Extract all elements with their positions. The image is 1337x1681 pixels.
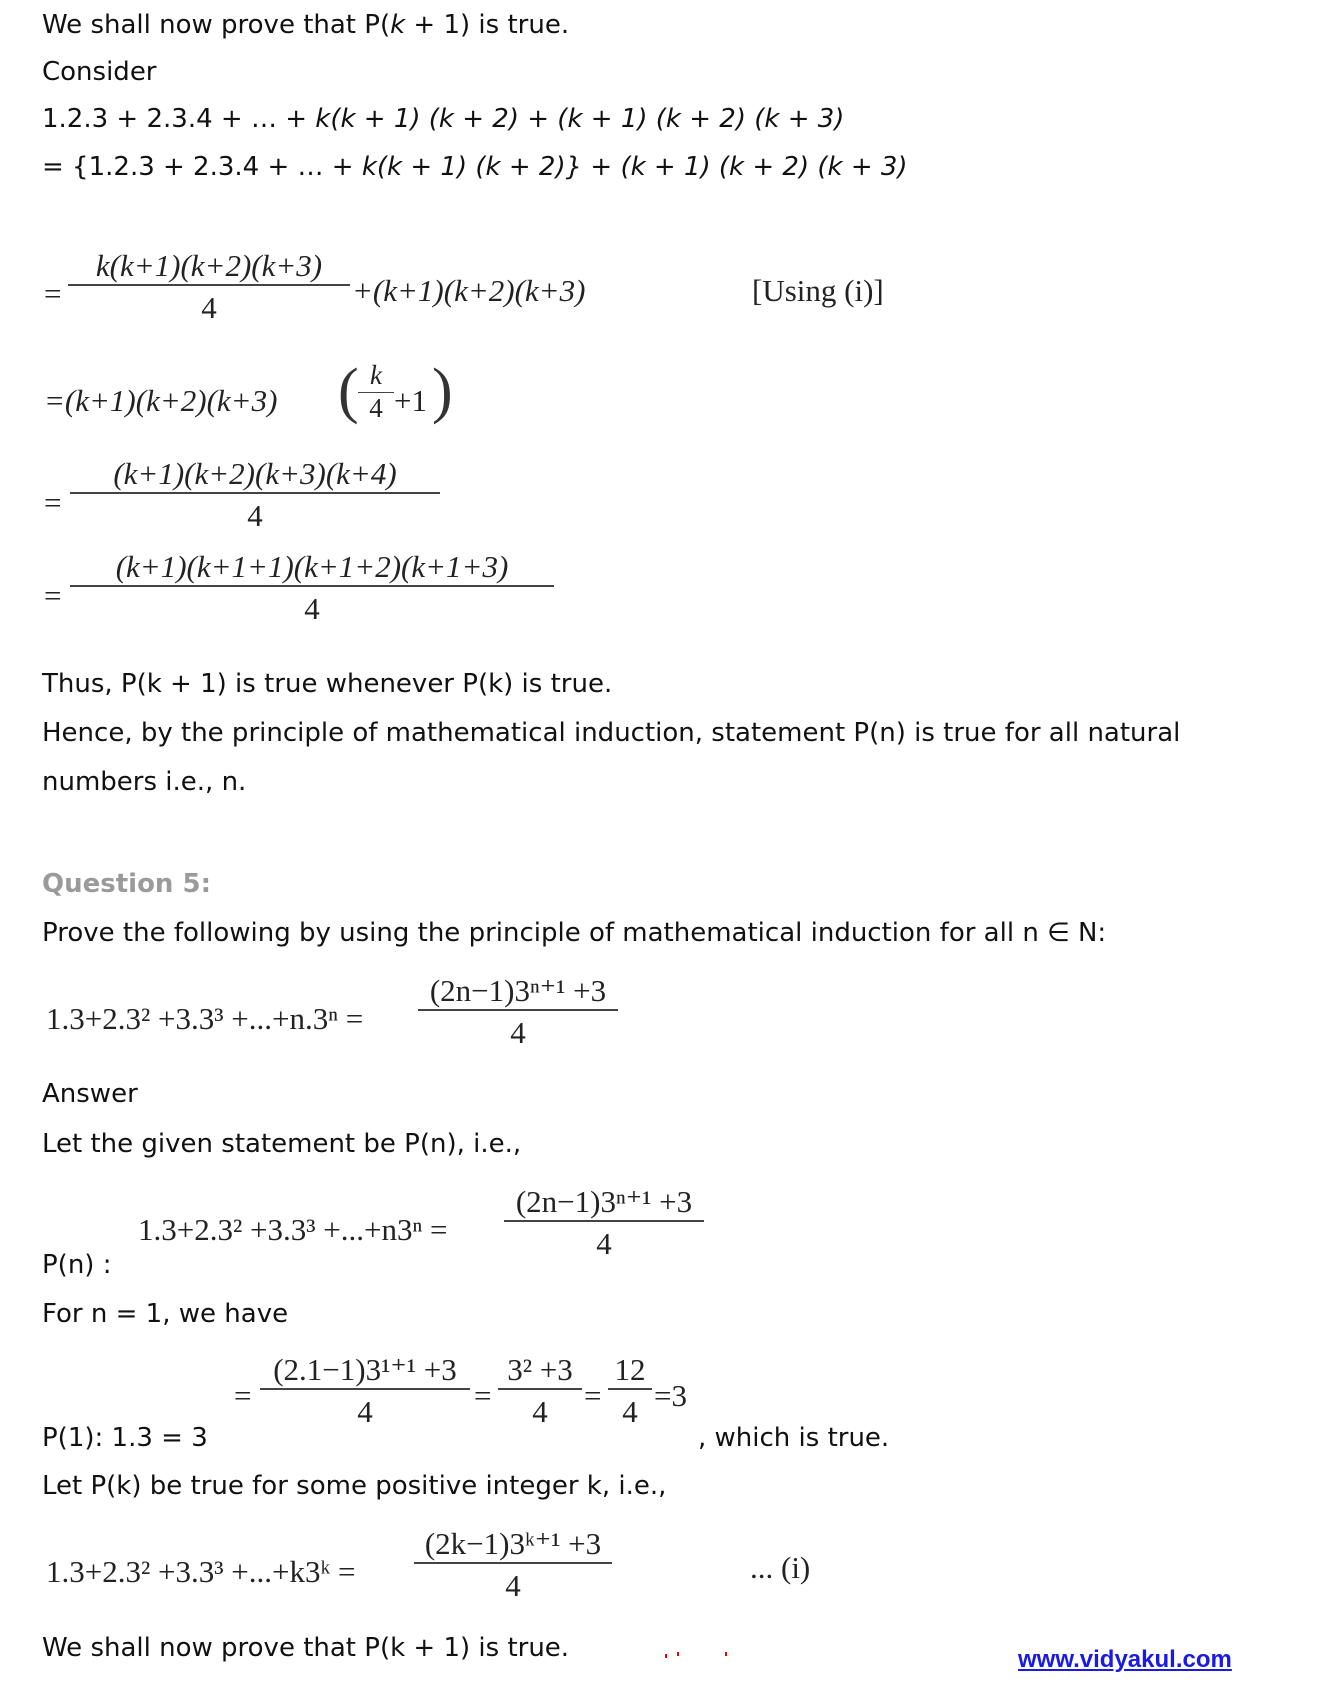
intro-line: [42, 9, 569, 41]
p1-fraction-1-numerator: (2.1−1)3¹⁺¹ +3: [260, 1354, 470, 1390]
pn-label: P(n) :: [42, 1250, 112, 1280]
eq2-frac-numerator: k: [358, 362, 394, 393]
hence-line-1: Hence, by the principle of mathematical induction, statement P(n) is true for all natural: [42, 718, 1181, 748]
intro-text-end: + 1) is true.: [405, 10, 570, 40]
eq4-fraction: [70, 551, 554, 624]
sum-line-1-a: 1.2.3 + 2.3.4 + … +: [42, 104, 316, 134]
final-line: We shall now prove that P(k + 1) is true.: [42, 1633, 570, 1663]
sum-line-1: [42, 103, 844, 135]
eq4-denominator: 4: [304, 591, 320, 626]
eq2-left-text: =(k+1)(k+2)(k+3): [44, 383, 278, 418]
eq1-rest-text: +(k+1)(k+2)(k+3): [352, 273, 586, 308]
eq2-frac-denominator: 4: [369, 393, 383, 423]
eq3-numerator: (k+1)(k+2)(k+3)(k+4): [70, 458, 440, 494]
question-statement-fraction: [418, 975, 618, 1048]
eq1-equals: =: [44, 276, 62, 311]
p1-fraction-3: [608, 1354, 652, 1427]
let-given-line: Let the given statement be P(n), i.e.,: [42, 1129, 522, 1159]
p1-fraction-2: [498, 1354, 582, 1427]
question-prompt: Prove the following by using the principle of mathematical induction for all n ∈ N:: [42, 918, 1107, 948]
p1-result: =3: [654, 1378, 687, 1413]
sum-line-2-b: k(k + 1) (k + 2)} + (k + 1) (k + 2) (k + 3): [361, 152, 908, 182]
p1-true-text: , which is true.: [698, 1423, 890, 1453]
pn-statement-lhs: 1.3+2.3² +3.3³ +...+n3ⁿ =: [138, 1212, 448, 1247]
consider-label: Consider: [42, 57, 157, 87]
eq1-numerator: k(k+1)(k+2)(k+3): [68, 250, 350, 286]
eq1-denominator: 4: [201, 290, 217, 325]
eq3-fraction: [70, 458, 440, 531]
pk-denominator: 4: [505, 1568, 521, 1603]
eq2-left-paren: (: [338, 357, 359, 425]
question-heading: Question 5:: [42, 869, 211, 899]
eq1-note: [Using (i)]: [752, 273, 884, 308]
sum-line-1-b: k(k + 1) (k + 2) + (k + 1) (k + 2) (k + 3): [315, 104, 845, 134]
eq4-numerator: (k+1)(k+1+1)(k+1+2)(k+1+3): [70, 551, 554, 587]
p1-fraction-3-denominator: 4: [622, 1394, 638, 1429]
eq2-fraction: [358, 362, 394, 422]
p1-equals-1: =: [234, 1378, 252, 1413]
hence-line-2: numbers i.e., n.: [42, 767, 247, 797]
p1-fraction-2-numerator: 3² +3: [498, 1354, 582, 1390]
pk-tag: ... (i): [750, 1550, 811, 1585]
eq2-left: [44, 385, 277, 416]
pk-numerator: (2k−1)3ᵏ⁺¹ +3: [414, 1528, 612, 1564]
eq3-equals: =: [44, 485, 62, 520]
question-statement-denominator: 4: [510, 1015, 526, 1050]
let-pk-line: Let P(k) be true for some positive integer k, i.e.,: [42, 1471, 667, 1501]
p1-fraction-1: [260, 1354, 470, 1427]
var-k: k: [390, 10, 406, 40]
question-statement-numerator: (2n−1)3ⁿ⁺¹ +3: [418, 975, 618, 1011]
eq3-denominator: 4: [247, 498, 263, 533]
eq2-right-paren: ): [432, 357, 453, 425]
p1-fraction-2-denominator: 4: [532, 1394, 548, 1429]
answer-label: Answer: [42, 1079, 138, 1109]
red-marks-decoration: [665, 1650, 735, 1660]
sum-line-2: [42, 151, 908, 183]
intro-text: We shall now prove that P(: [42, 10, 391, 40]
eq4-equals: =: [44, 578, 62, 613]
pn-statement-fraction: [504, 1186, 704, 1259]
eq1-rest: [352, 275, 585, 306]
pn-numerator: (2n−1)3ⁿ⁺¹ +3: [504, 1186, 704, 1222]
p1-fraction-3-numerator: 12: [608, 1354, 652, 1390]
eq2-plus-one: +1: [394, 383, 427, 418]
pn-denominator: 4: [596, 1226, 612, 1261]
pk-statement-lhs: 1.3+2.3² +3.3³ +...+k3ᵏ =: [46, 1554, 356, 1589]
for-n1-line: For n = 1, we have: [42, 1299, 289, 1329]
question-statement-lhs: 1.3+2.3² +3.3³ +...+n.3ⁿ =: [46, 1001, 364, 1036]
p1-equals-2: =: [474, 1378, 492, 1413]
vidyakul-link[interactable]: www.vidyakul.com: [1018, 1646, 1232, 1673]
p1-fraction-1-denominator: 4: [357, 1394, 373, 1429]
p1-equals-3: =: [584, 1378, 602, 1413]
thus-line: Thus, P(k + 1) is true whenever P(k) is true.: [42, 669, 613, 699]
pk-statement-fraction: [414, 1528, 612, 1601]
sum-line-2-a: = {1.2.3 + 2.3.4 + … +: [42, 152, 362, 182]
p1-label: P(1): 1.3 = 3: [42, 1423, 208, 1453]
eq1-fraction: [68, 250, 350, 323]
